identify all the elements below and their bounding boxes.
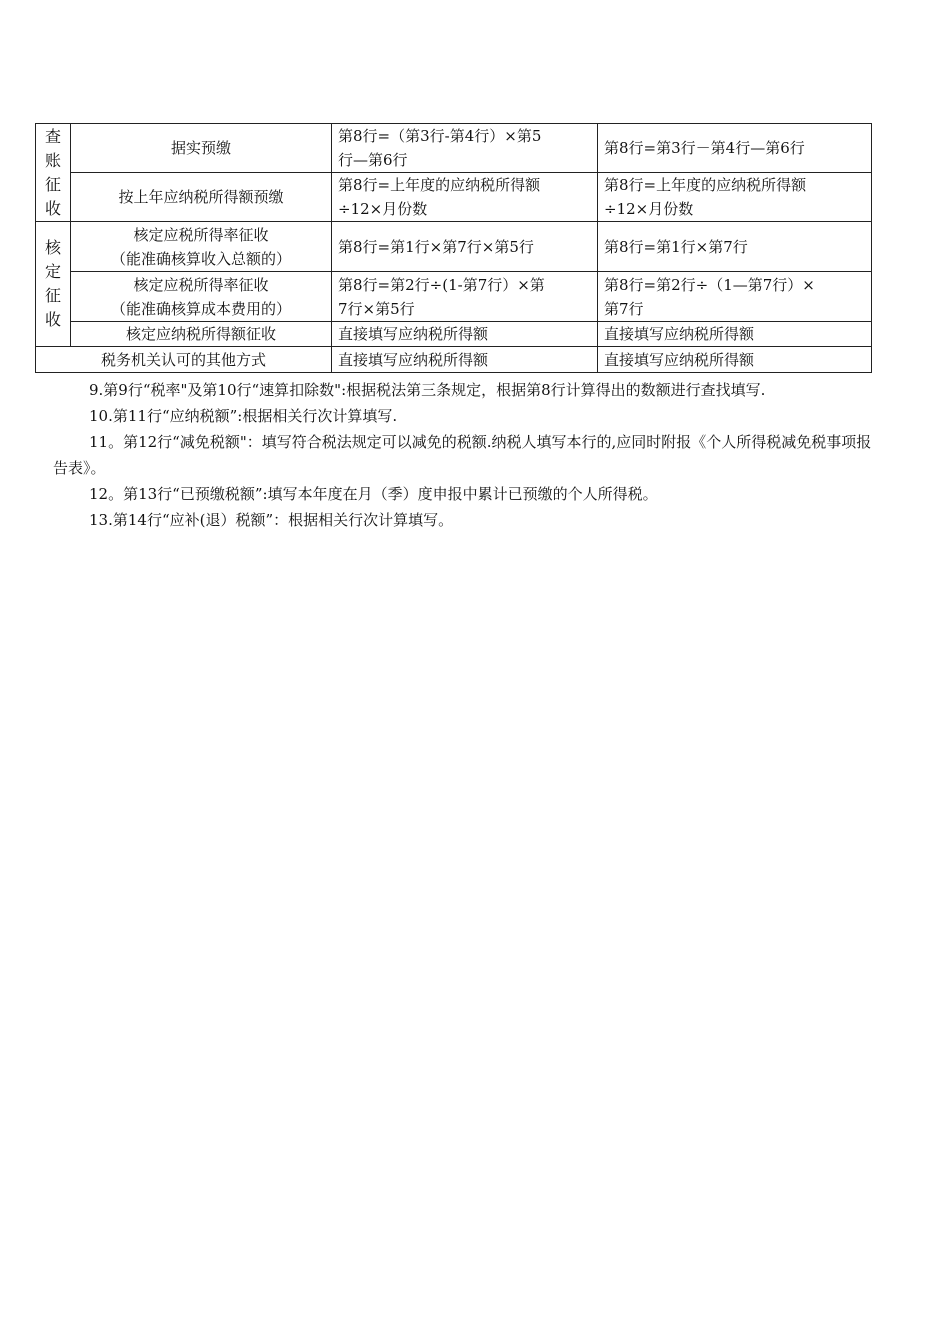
group-cell-heding — [36, 222, 71, 347]
formula-cell: 第8行=（第3行-第4行）×第5 行—第6行 — [332, 124, 598, 173]
formula-cell: 直接填写应纳税所得额 — [332, 322, 598, 347]
note-paragraph: 12。第13行“已预缴税额”:填写本年度在月（季）度申报中累计已预缴的个人所得税。 — [89, 485, 658, 503]
formula-cell: 第8行=第3行－第4行—第6行 — [598, 124, 872, 173]
table-row — [36, 222, 872, 272]
note-paragraph: 13.第14行“应补(退）税额”：根据相关行次计算填写。 — [89, 511, 454, 529]
table-row — [36, 173, 872, 222]
formula-cell: 第8行=第1行×第7行×第5行 — [332, 222, 598, 272]
table-row — [36, 322, 872, 347]
table-row — [36, 347, 872, 373]
formula-cell: 第8行=第1行×第7行 — [598, 222, 872, 272]
group-cell-chazhang — [36, 124, 71, 222]
method-cell: 核定应税所得率征收 （能准确核算成本费用的） — [71, 272, 332, 322]
table-row — [36, 124, 872, 173]
notes-section — [53, 377, 883, 533]
formula-cell: 第8行=第2行÷(1-第7行）×第 7行×第5行 — [332, 272, 598, 322]
note-paragraph: 9.第9行“税率"及第10行“速算扣除数":根据税法第三条规定，根据第8行计算得出的数额进行查找填写. — [89, 381, 766, 399]
note-paragraph: 10.第11行“应纳税额”:根据相关行次计算填写. — [89, 407, 398, 425]
group-label: 核定征收 — [44, 238, 61, 329]
group-label: 查账征收 — [44, 126, 61, 218]
formula-cell: 直接填写应纳税所得额 — [332, 347, 598, 373]
method-cell: 据实预缴 — [71, 124, 332, 173]
note-paragraph: 11。第12行“减免税额"：填写符合税法规定可以减免的税额.纳税人填写本行的,应同时附报《个人所得税减免税事项报告表》。 — [53, 433, 872, 477]
method-cell: 按上年应纳税所得额预缴 — [71, 173, 332, 222]
formula-cell: 第8行=上年度的应纳税所得额 ÷12×月份数 — [332, 173, 598, 222]
formula-cell: 第8行=上年度的应纳税所得额 ÷12×月份数 — [598, 173, 872, 222]
method-cell: 核定应税所得率征收 （能准确核算收入总额的） — [71, 222, 332, 272]
table-row — [36, 272, 872, 322]
tax-calculation-table — [35, 123, 872, 373]
formula-cell: 直接填写应纳税所得额 — [598, 322, 872, 347]
method-cell: 税务机关认可的其他方式 — [36, 347, 332, 373]
formula-cell: 第8行=第2行÷（1—第7行）× 第7行 — [598, 272, 872, 322]
formula-cell: 直接填写应纳税所得额 — [598, 347, 872, 373]
method-cell: 核定应纳税所得额征收 — [71, 322, 332, 347]
